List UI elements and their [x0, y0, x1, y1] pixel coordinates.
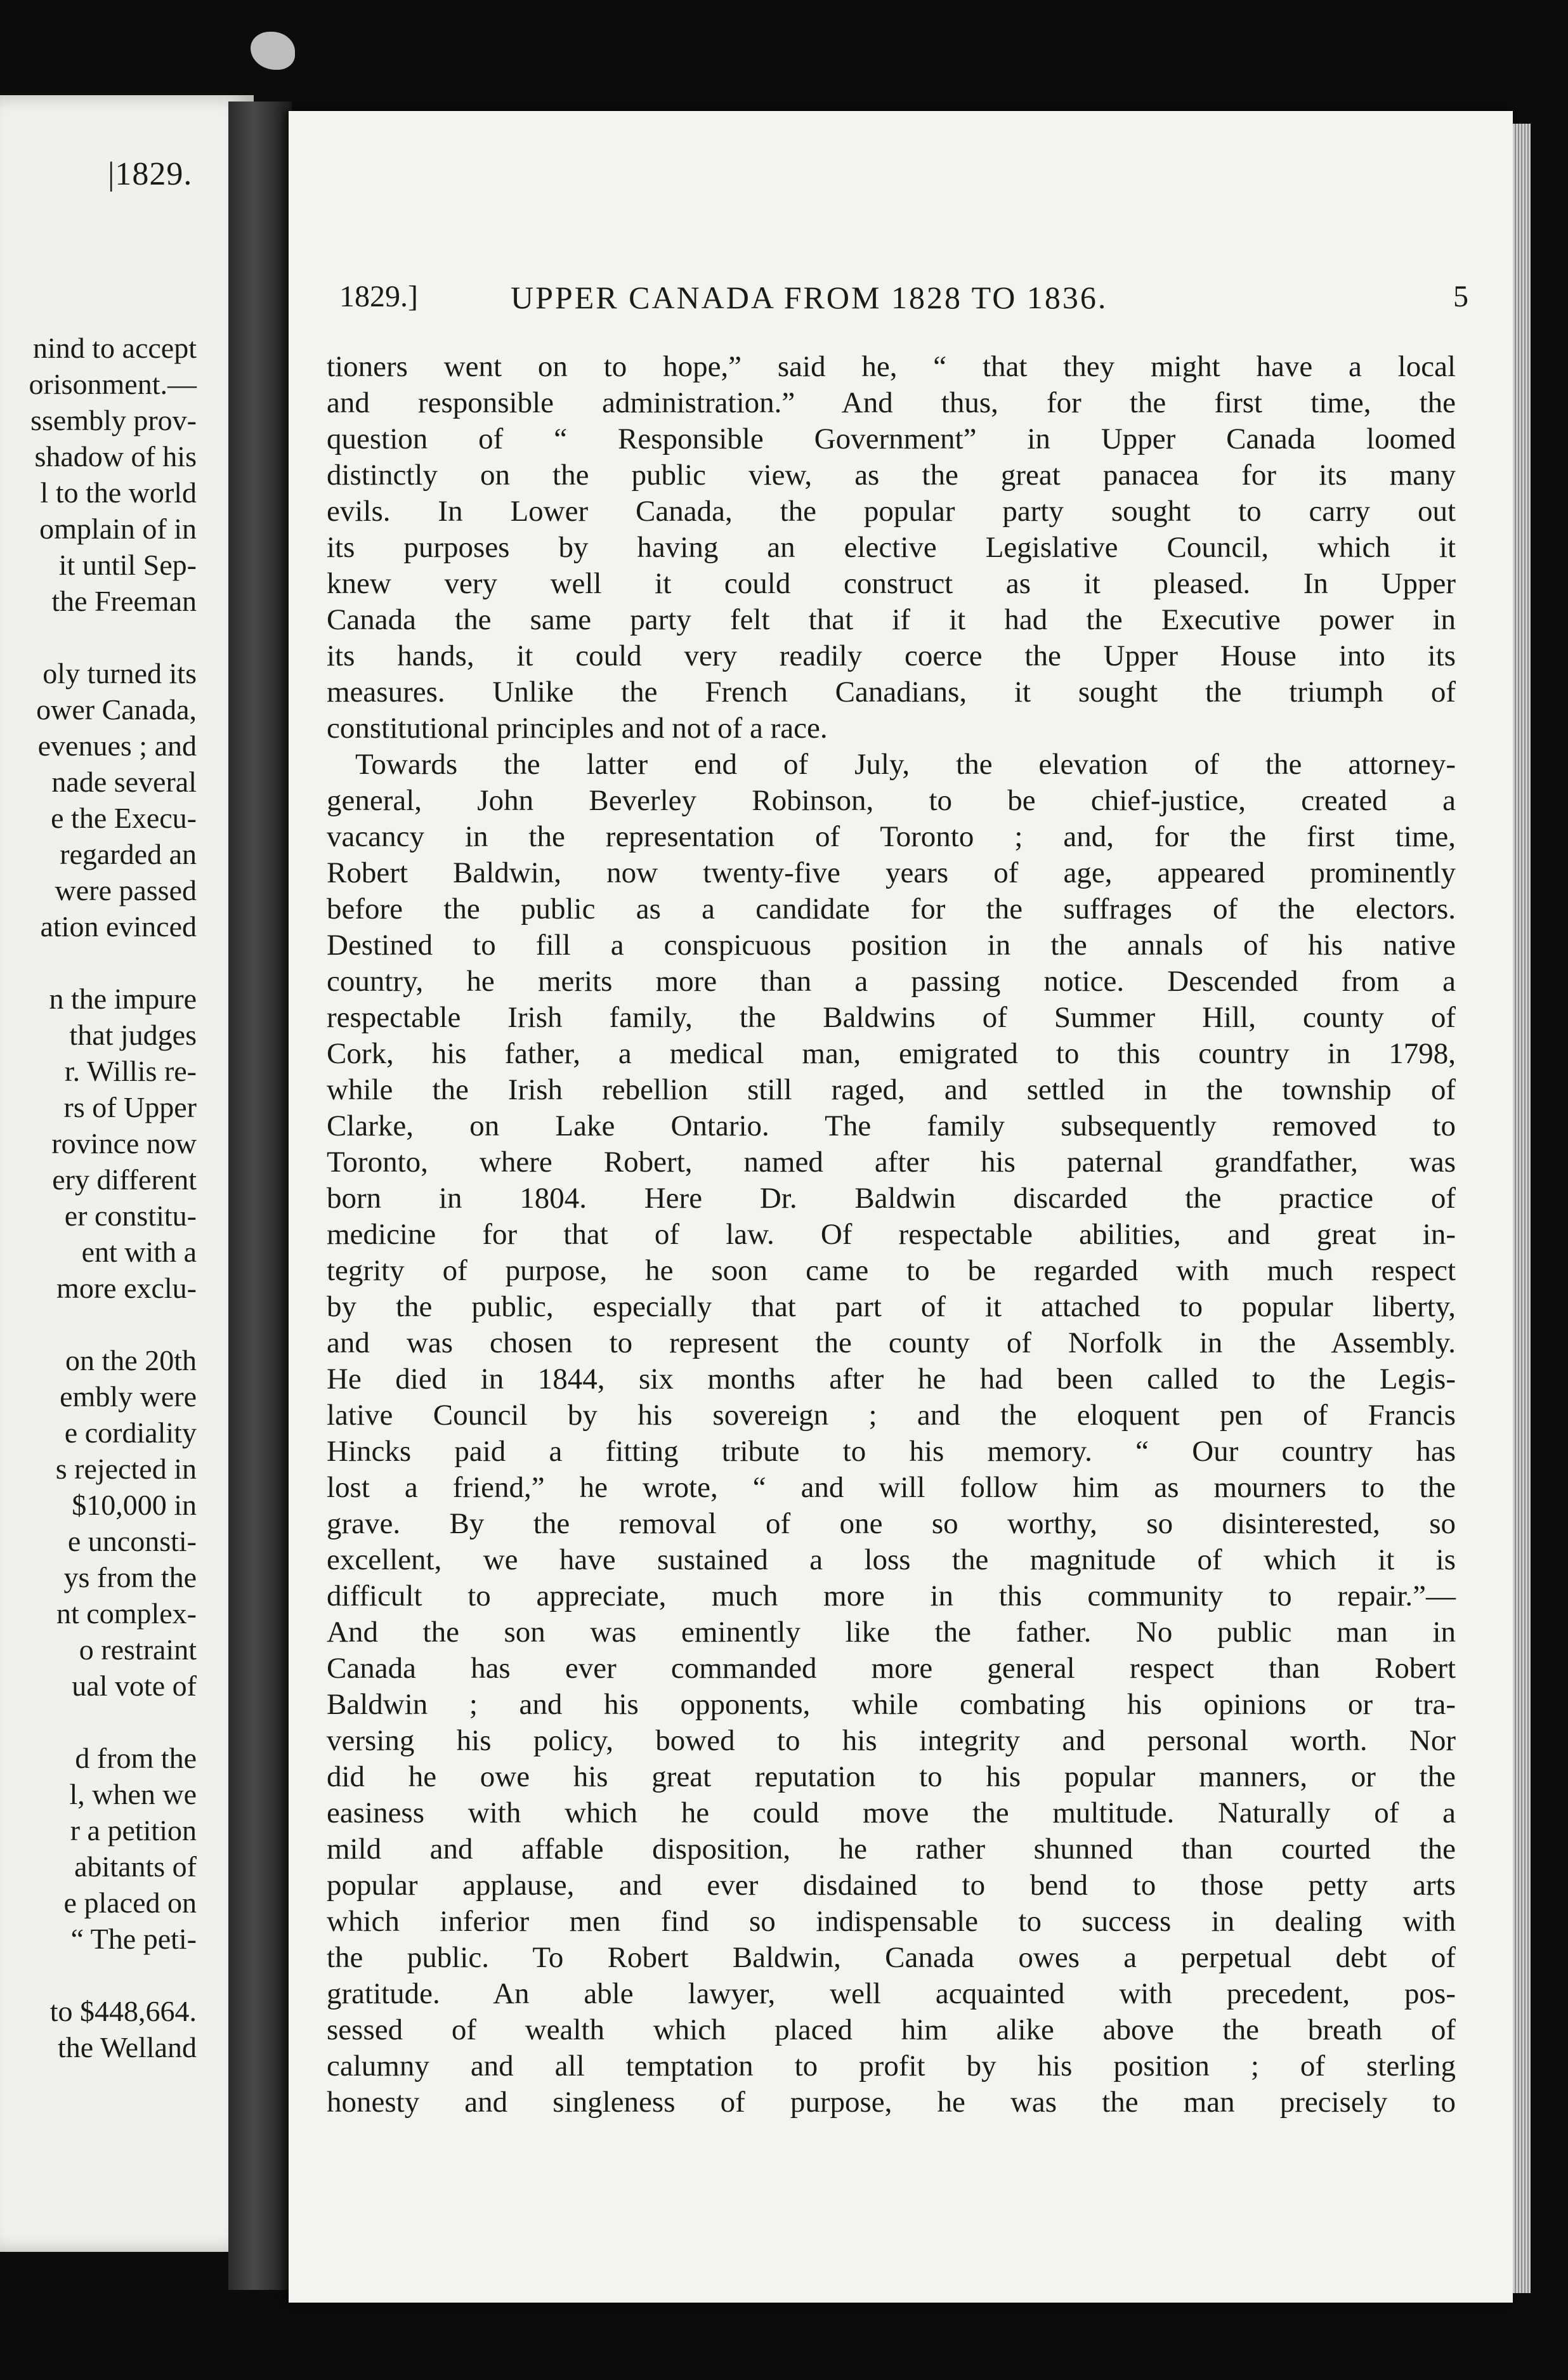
body-line: evils. In Lower Canada, the popular party sought to carry out [327, 495, 1456, 528]
body-line: Robert Baldwin, now twenty-five years of age, appeared prominently [327, 856, 1456, 889]
body-line: sessed of wealth which placed him alike above the breath of [327, 2013, 1456, 2046]
left-page-line: r a petition [70, 1814, 197, 1847]
left-page-line: regarded an [60, 838, 197, 870]
left-page-line: ssembly prov- [30, 404, 197, 436]
body-line: gratitude. An able lawyer, well acquainted with precedent, pos- [327, 1977, 1456, 2010]
left-page-line: embly were [60, 1380, 197, 1413]
left-page-line: that judges [69, 1019, 197, 1051]
body-line: versing his policy, bowed to his integrity and personal worth. Nor [327, 1724, 1456, 1757]
body-line: which inferior men find so indispensable to success in dealing with [327, 1905, 1456, 1938]
left-page-line: ation evinced [40, 910, 197, 943]
running-header [339, 279, 1468, 330]
left-page [0, 95, 254, 2252]
body-line: lost a friend,” he wrote, “ and will follow him as mourners to the [327, 1471, 1456, 1504]
body-line: measures. Unlike the French Canadians, it sought the triumph of [327, 676, 1456, 709]
body-line: its purposes by having an elective Legislative Council, which it [327, 531, 1456, 564]
body-line: difficult to appreciate, much more in this community to repair.”— [327, 1579, 1456, 1612]
body-line: constitutional principles and not of a race. [327, 712, 828, 745]
body-line: the public. To Robert Baldwin, Canada owes a perpetual debt of [327, 1941, 1456, 1974]
body-line: by the public, especially that part of it attached to popular liberty, [327, 1290, 1456, 1323]
body-line: before the public as a candidate for the suffrages of the electors. [327, 893, 1456, 925]
body-line: easiness with which he could move the multitude. Naturally of a [327, 1796, 1456, 1829]
left-page-line: omplain of in [39, 513, 197, 545]
body-line: Destined to fill a conspicuous position in the annals of his native [327, 929, 1456, 962]
body-line: Baldwin ; and his opponents, while combating his opinions or tra- [327, 1688, 1456, 1721]
body-line: question of “ Responsible Government” in Upper Canada loomed [327, 422, 1456, 455]
body-line: and was chosen to represent the county of Norfolk in the Assembly. [327, 1326, 1456, 1359]
left-page-line: ys from the [63, 1561, 197, 1593]
film-speck [251, 32, 295, 70]
left-page-line: to $448,664. [49, 1995, 197, 2027]
body-line: distinctly on the public view, as the great panacea for its many [327, 459, 1456, 492]
body-line: medicine for that of law. Of respectable abilities, and great in- [327, 1218, 1456, 1251]
left-page-line: evenues ; and [37, 729, 197, 762]
body-line: popular applause, and ever disdained to bend to those petty arts [327, 1869, 1456, 1902]
body-line: He died in 1844, six months after he had been called to the Legis- [327, 1363, 1456, 1396]
left-page-line: on the 20th [65, 1344, 197, 1376]
left-page-line: the Welland [58, 2031, 197, 2063]
body-line: Towards the latter end of July, the elevation of the attorney- [355, 748, 1456, 781]
body-line: vacancy in the representation of Toronto ; and, for the first time, [327, 820, 1456, 853]
left-page-header: |1829. [108, 156, 193, 192]
left-page-line: s rejected in [55, 1453, 197, 1485]
left-page-line: d from the [75, 1742, 197, 1774]
body-line: respectable Irish family, the Baldwins of Summer Hill, county of [327, 1001, 1456, 1034]
left-page-line: r. Willis re- [64, 1055, 197, 1087]
right-page [289, 111, 1513, 2303]
left-page-line: shadow of his [34, 440, 197, 473]
left-page-line: ual vote of [72, 1670, 197, 1702]
left-page-line: ower Canada, [36, 693, 197, 726]
left-page-line: abitants of [74, 1850, 197, 1883]
left-page-line: “ The peti- [70, 1923, 197, 1955]
body-line: honesty and singleness of purpose, he was the man precisely to [327, 2086, 1456, 2119]
body-line: Canada has ever commanded more general respect than Robert [327, 1652, 1456, 1685]
left-page-line: e placed on [63, 1886, 197, 1919]
left-page-line: e the Execu- [51, 802, 197, 834]
body-line: grave. By the removal of one so worthy, so disinterested, so [327, 1507, 1456, 1540]
page-number: 5 [1453, 280, 1468, 313]
left-page-line: nind to accept [32, 332, 197, 364]
body-line: Cork, his father, a medical man, emigrated to this country in 1798, [327, 1037, 1456, 1070]
body-line: excellent, we have sustained a loss the magnitude of which it is [327, 1543, 1456, 1576]
body-line: knew very well it could construct as it pleased. In Upper [327, 567, 1456, 600]
left-page-line: o restraint [79, 1633, 197, 1666]
left-page-line: it until Sep- [58, 549, 197, 581]
left-page-line: ery different [52, 1163, 197, 1196]
book-gutter [228, 101, 292, 2290]
left-page-line: er constitu- [64, 1200, 197, 1232]
body-line: calumny and all temptation to profit by his position ; of sterling [327, 2050, 1456, 2082]
page-edges [1513, 124, 1531, 2293]
left-page-line: nt complex- [56, 1597, 197, 1630]
left-page-line: ent with a [81, 1236, 197, 1268]
left-page-line: l to the world [40, 476, 197, 509]
left-page-line: nade several [51, 766, 197, 798]
left-page-line: $10,000 in [72, 1489, 197, 1521]
left-page-line: were passed [55, 874, 197, 906]
body-line: Canada the same party felt that if it had the Executive power in [327, 603, 1456, 636]
left-page-line: the Freeman [51, 585, 197, 617]
body-line: its hands, it could very readily coerce the Upper House into its [327, 639, 1456, 672]
left-page-line: n the impure [49, 983, 197, 1015]
body-line: Clarke, on Lake Ontario. The family subsequently removed to [327, 1109, 1456, 1142]
left-page-line: e cordiality [64, 1416, 197, 1449]
left-page-line: l, when we [69, 1778, 197, 1810]
left-page-line: e unconsti- [67, 1525, 197, 1557]
body-line: did he owe his great reputation to his popular manners, or the [327, 1760, 1456, 1793]
body-line: tioners went on to hope,” said he, “ that they might have a local [327, 350, 1456, 383]
body-line: Toronto, where Robert, named after his paternal grandfather, was [327, 1146, 1456, 1179]
body-line: country, he merits more than a passing notice. Descended from a [327, 965, 1456, 998]
left-page-line: rs of Upper [63, 1091, 197, 1123]
body-line: general, John Beverley Robinson, to be chief-justice, created a [327, 784, 1456, 817]
body-line: Hincks paid a fitting tribute to his memory. “ Our country has [327, 1435, 1456, 1468]
body-line: while the Irish rebellion still raged, and settled in the township of [327, 1073, 1456, 1106]
left-page-line: rovince now [51, 1127, 197, 1160]
header-year: 1829.] [339, 280, 418, 313]
left-page-line: more exclu- [56, 1272, 197, 1304]
body-line: tegrity of purpose, he soon came to be regarded with much respect [327, 1254, 1456, 1287]
left-page-line: oly turned its [42, 657, 197, 690]
body-line: And the son was eminently like the father. No public man in [327, 1616, 1456, 1649]
header-title: UPPER CANADA FROM 1828 TO 1836. [511, 280, 1108, 315]
body-line: born in 1804. Here Dr. Baldwin discarded the practice of [327, 1182, 1456, 1215]
body-line: lative Council by his sovereign ; and the eloquent pen of Francis [327, 1399, 1456, 1432]
body-line: and responsible administration.” And thus, for the first time, the [327, 386, 1456, 419]
left-page-line: orisonment.— [29, 368, 197, 400]
body-line: mild and affable disposition, he rather shunned than courted the [327, 1833, 1456, 1866]
body-text [327, 349, 1456, 2121]
